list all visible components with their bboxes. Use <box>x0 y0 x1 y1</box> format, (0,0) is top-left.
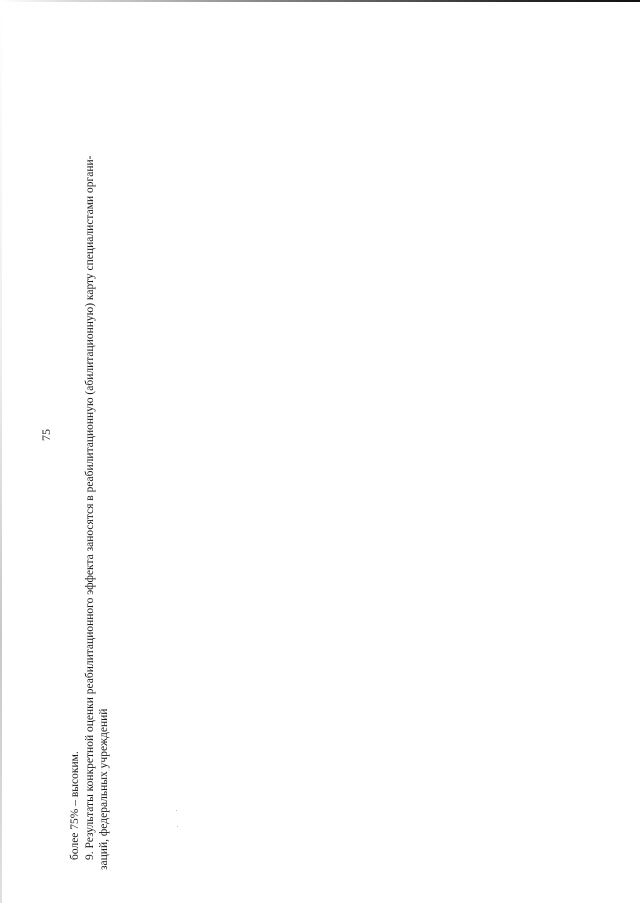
text-line-1: более 75% – высоким. <box>69 751 81 860</box>
scan-speck <box>176 810 177 811</box>
scan-edge-top <box>0 0 640 2</box>
scan-speck <box>177 826 178 827</box>
text-line-3: заций, федеральных учреждений <box>98 708 110 870</box>
scan-edge-left <box>0 0 2 903</box>
page-number: 75 <box>39 429 53 441</box>
text-line-2: 9. Результаты конкретной оценки реабилитационного эффекта заносятся в реабилитационную (абилитационную) карту специалистами органи- <box>84 155 96 860</box>
